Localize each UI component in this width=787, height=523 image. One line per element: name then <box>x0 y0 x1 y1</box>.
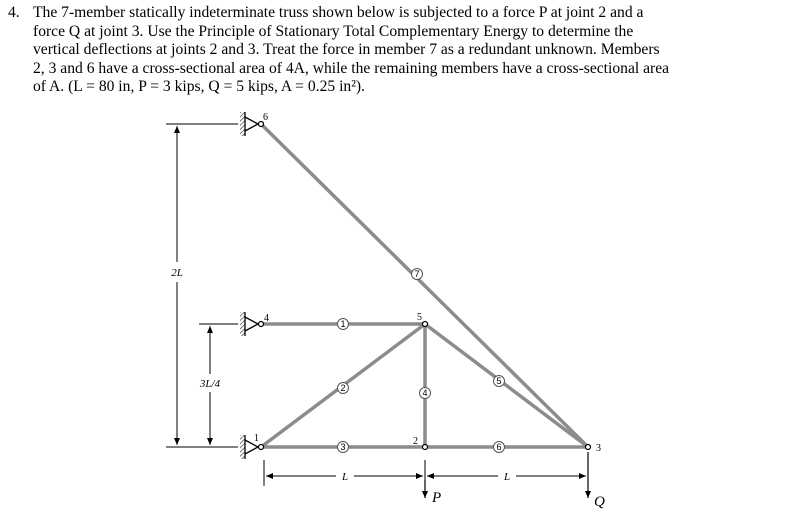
member-label-7 <box>412 269 423 280</box>
member-label-1 <box>338 319 349 330</box>
problem-line: vertical deflections at joints 2 and 3. Treat the force in member 7 as a redundant unknown. Members <box>33 41 660 58</box>
member-label-3 <box>338 442 349 453</box>
pin-support-6 <box>240 112 258 136</box>
dimension-label-3L4: 3L/4 <box>199 378 221 390</box>
joint-pin-1 <box>259 445 264 450</box>
svg-text:7: 7 <box>414 269 420 279</box>
joint-label-6: 6 <box>263 112 268 123</box>
member-5 <box>425 324 588 447</box>
joint-label-5: 5 <box>417 312 422 323</box>
load-label-P: P <box>432 490 442 506</box>
problem-line: of A. (L = 80 in, P = 3 kips, Q = 5 kips, A = 0.25 in²). <box>33 78 365 95</box>
svg-text:3: 3 <box>340 442 346 452</box>
joint-pin-5 <box>423 322 428 327</box>
member-label-5 <box>494 376 505 387</box>
joint-label-2: 2 <box>413 436 418 447</box>
joint-pin-2 <box>423 445 428 450</box>
problem-number: 4. <box>8 4 20 21</box>
dimension-2L <box>166 124 238 447</box>
dimension-label-2L: 2L <box>171 267 183 279</box>
member-label-4 <box>420 388 431 399</box>
joint-pin-4 <box>259 322 264 327</box>
joint-pin-3 <box>586 445 591 450</box>
svg-text:2: 2 <box>340 383 346 393</box>
member-label-6 <box>494 442 505 453</box>
dimension-label-span-right: L <box>503 471 511 483</box>
joint-label-3: 3 <box>596 443 601 454</box>
joint-label-1: 1 <box>254 433 259 444</box>
joint-labels <box>254 112 601 454</box>
problem-line: 2, 3 and 6 have a cross-sectional area of 4A, while the remaining members have a cross-sectional area <box>33 59 670 77</box>
dimension-spans <box>264 460 588 486</box>
joint-label-4: 4 <box>264 313 269 324</box>
dimension-label-span-left: L <box>341 471 349 483</box>
member-label-2 <box>338 383 349 394</box>
problem-line: force Q at joint 3. Use the Principle of Stationary Total Complementary Energy to determine the <box>33 22 634 40</box>
svg-text:4: 4 <box>422 388 428 398</box>
pin-support-4 <box>240 312 258 336</box>
load-label-Q: Q <box>594 494 605 510</box>
member-labels <box>338 269 505 453</box>
svg-text:6: 6 <box>496 442 502 452</box>
svg-text:5: 5 <box>496 376 502 386</box>
problem-line: The 7-member statically indeterminate truss shown below is subjected to a force P at joint 2 and a <box>33 4 644 21</box>
svg-text:1: 1 <box>340 319 346 329</box>
